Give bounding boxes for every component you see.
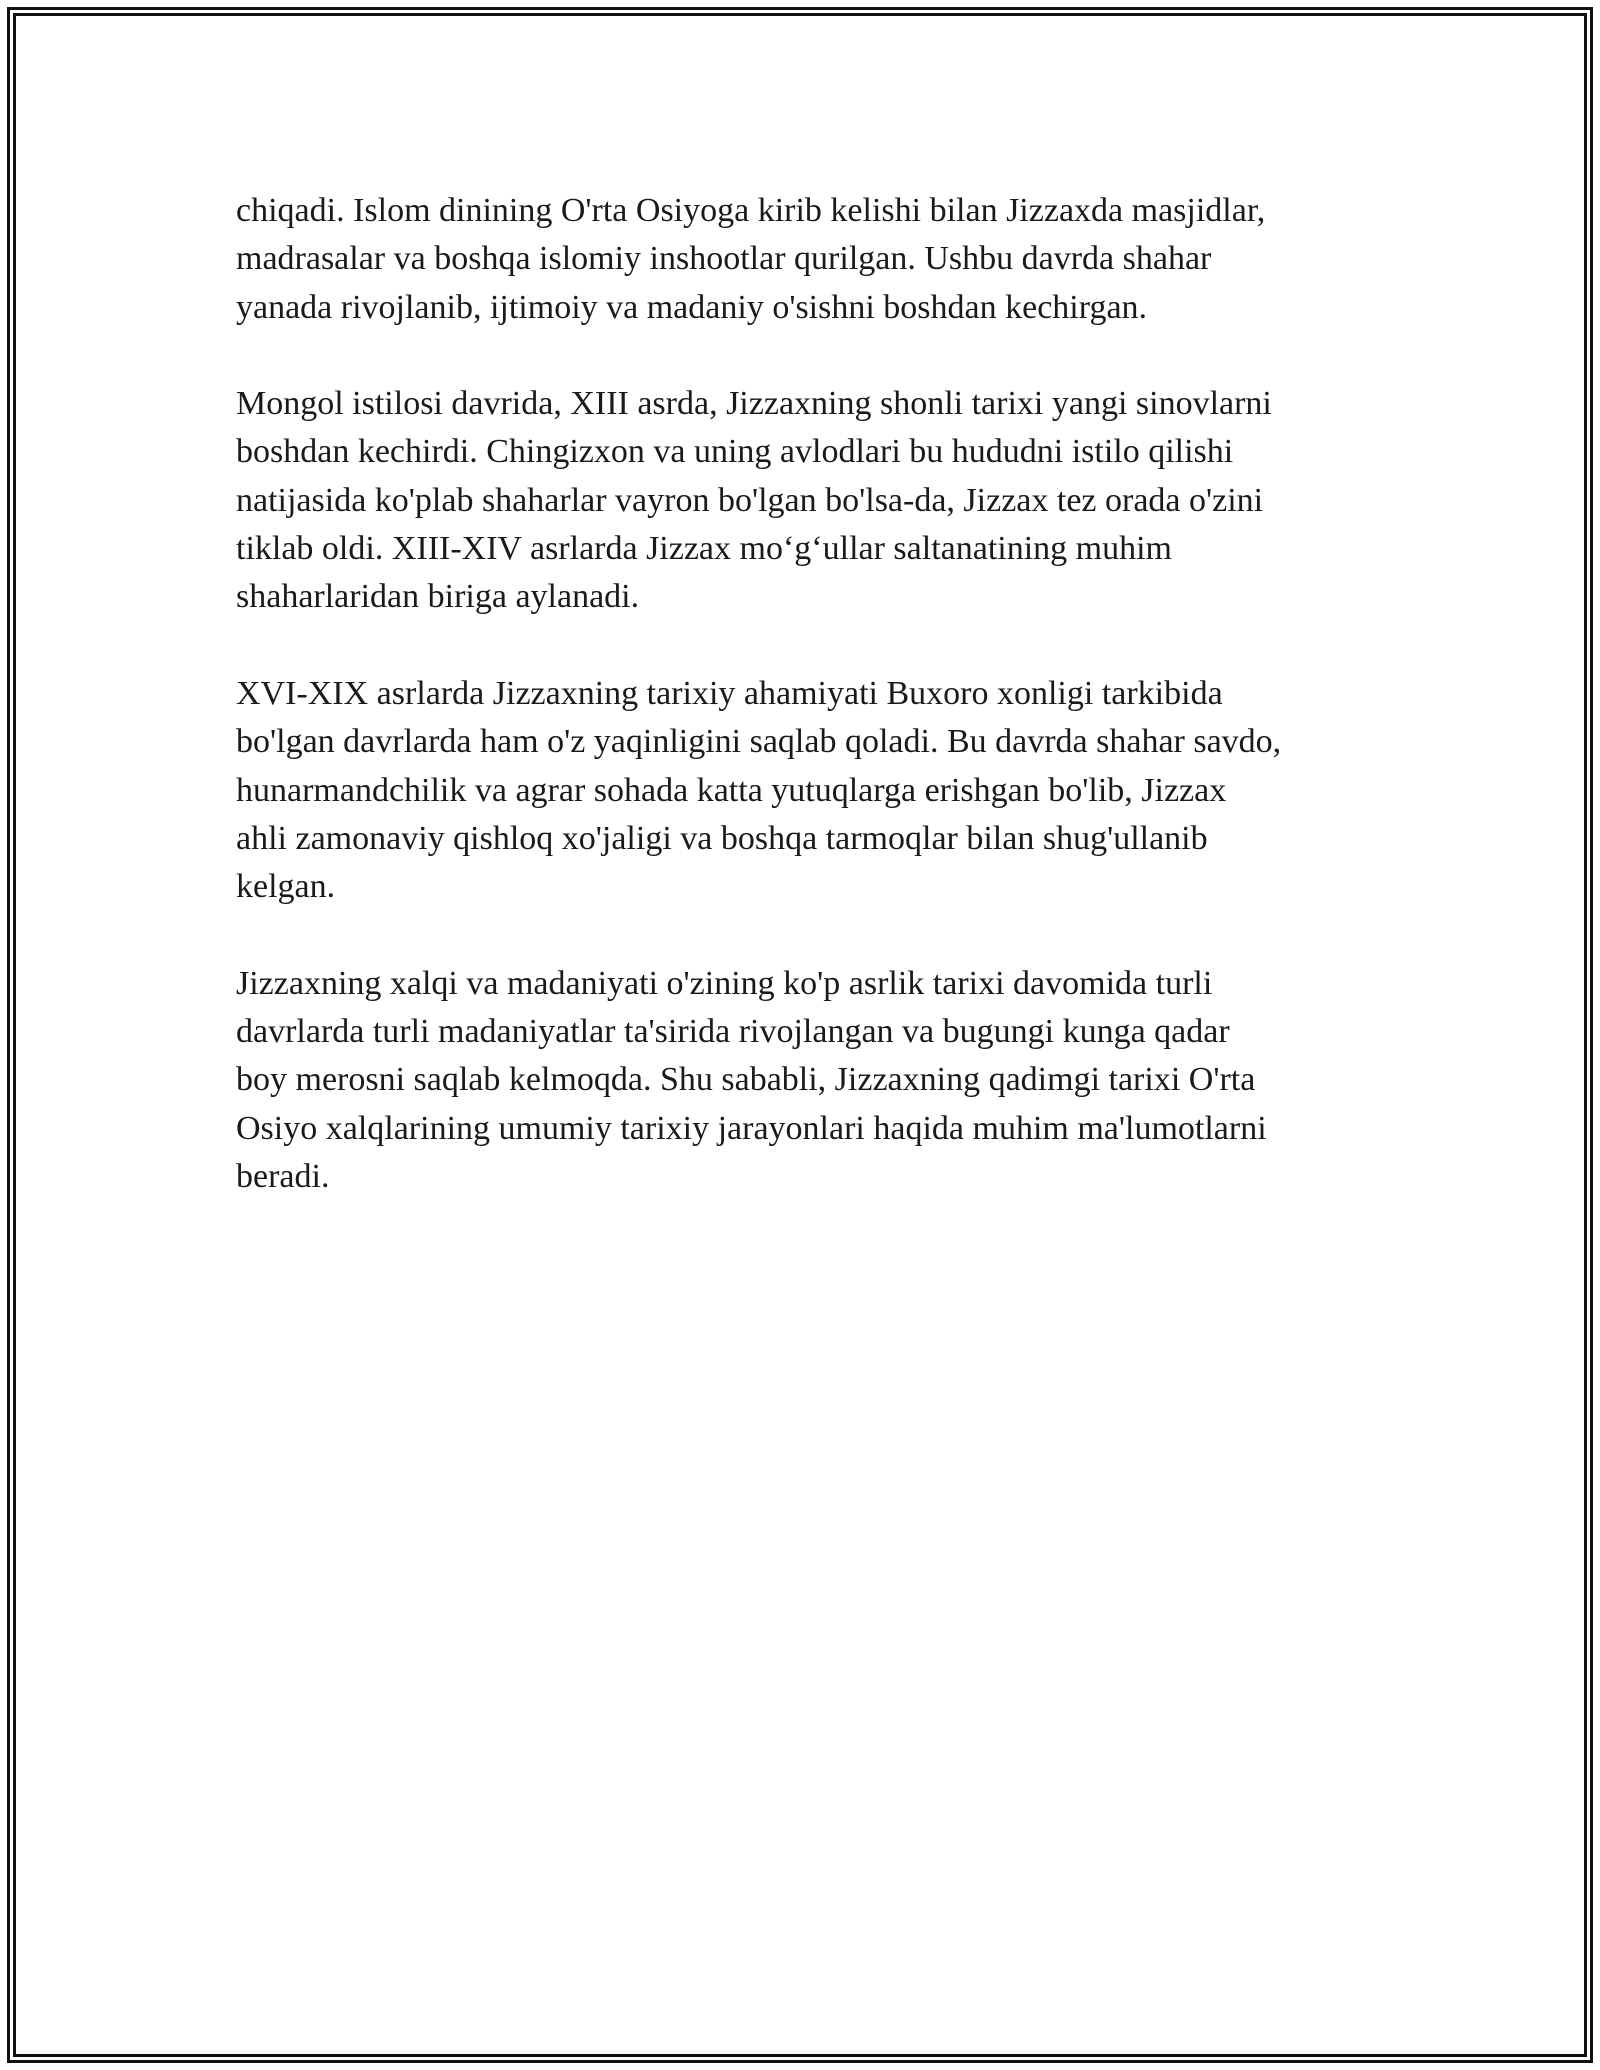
text-line: tiklab oldi. XIII-XIV asrlarda Jizzax mo‘g‘ullar saltanatining muhim xyxy=(236,530,1172,568)
paragraph xyxy=(236,960,1386,1201)
text-line: beradi. xyxy=(236,1157,330,1195)
text-line: boy merosni saqlab kelmoqda. Shu sababli, Jizzaxning qadimgi tarixi O'rta xyxy=(236,1061,1256,1099)
text-line: boshdan kechirdi. Chingizxon va uning avlodlari bu hududni istilo qilishi xyxy=(236,433,1234,471)
text-line: shaharlaridan biriga aylanadi. xyxy=(236,578,640,616)
paragraph xyxy=(236,670,1386,911)
text-line: yanada rivojlanib, ijtimoiy va madaniy o'sishni boshdan kechirgan. xyxy=(236,288,1148,326)
text-line: Osiyo xalqlarining umumiy tarixiy jarayonlari haqida muhim ma'lumotlarni xyxy=(236,1109,1267,1147)
paragraph xyxy=(236,187,1386,332)
text-line: Mongol istilosi davrida, XIII asrda, Jizzaxning shonli tarixi yangi sinovlarni xyxy=(236,385,1272,423)
paragraph xyxy=(236,380,1386,621)
text-line: natijasida ko'plab shaharlar vayron bo'lgan bo'lsa-da, Jizzax tez orada o'zini xyxy=(236,481,1264,519)
text-line: bo'lgan davrlarda ham o'z yaqinligini saqlab qoladi. Bu davrda shahar savdo, xyxy=(236,723,1282,761)
text-line: kelgan. xyxy=(236,868,336,906)
text-line: ahli zamonaviy qishloq xo'jaligi va boshqa tarmoqlar bilan shug'ullanib xyxy=(236,819,1208,857)
text-line: madrasalar va boshqa islomiy inshootlar qurilgan. Ushbu davrda shahar xyxy=(236,240,1212,278)
text-line: chiqadi. Islom dinining O'rta Osiyoga kirib kelishi bilan Jizzaxda masjidlar, xyxy=(236,192,1266,229)
text-line: hunarmandchilik va agrar sohada katta yutuqlarga erishgan bo'lib, Jizzax xyxy=(236,771,1227,809)
document-body xyxy=(236,187,1386,1250)
text-line: Jizzaxning xalqi va madaniyati o'zining ko'p asrlik tarixi davomida turli xyxy=(236,964,1213,1002)
text-line: davrlarda turli madaniyatlar ta'sirida rivojlangan va bugungi kunga qadar xyxy=(236,1013,1230,1051)
text-line: XVI-XIX asrlarda Jizzaxning tarixiy ahamiyati Buxoro xonligi tarkibida xyxy=(236,674,1223,712)
